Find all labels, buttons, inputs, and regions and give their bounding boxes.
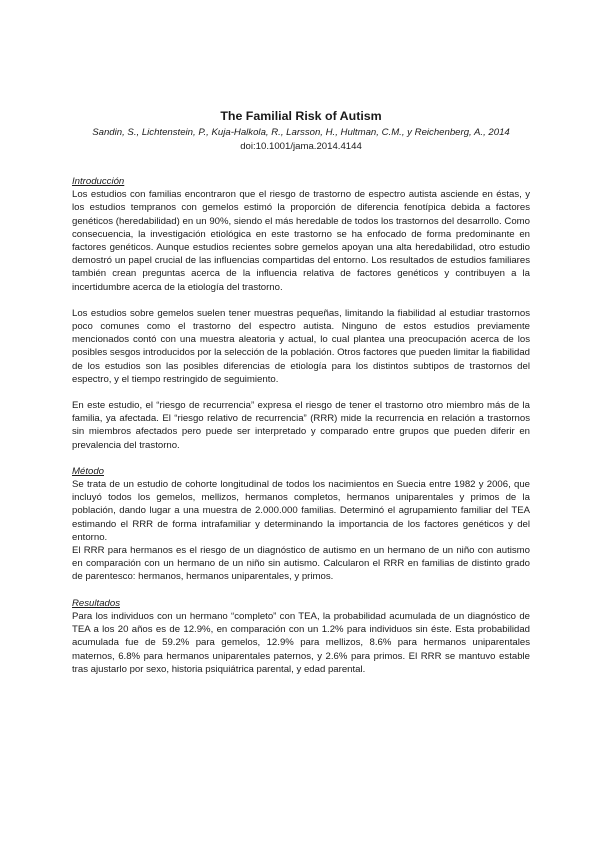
section-heading-introduccion: Introducción — [72, 176, 125, 187]
results-paragraph-1: Para los individuos con un hermano “completo” con TEA, la probabilidad acumulada de un diagnóstico de TEA a los 20 años es de 12.9%, en comparación con un 1.2% para individuos sin éste. Esta probabilidad acumulada fue de 59.2% para gemelos, 12.9% para mellizos, 8.6% para hermanos uniparentales maternos, 6.8% para hermanos uniparentales paternos, y 2.6% para primos. El RRR se mantuvo estable tras ajustarlo por sexo, historia psiquiátrica parental, y edad parental. — [72, 610, 530, 675]
section-introduccion — [72, 175, 530, 452]
section-resultados — [72, 597, 530, 676]
section-heading-resultados: Resultados — [72, 597, 120, 609]
method-paragraph-1: Se trata de un estudio de cohorte longitudinal de todos los nacimientos en Suecia entre 1982 y 2006, que incluyó todos los gemelos, mellizos, hermanos completos, hermanos uniparentales y primos de la población, dando lugar a una muestra de 2.000.000 familias. Determinó el agrupamiento familiar del TEA estimando el RRR de forma intrafamiliar y determinando la importancia de los factores genéticos y del entorno. — [72, 479, 530, 543]
paper-title: The Familial Risk of Autism — [220, 109, 382, 123]
section-heading-metodo: Método — [72, 465, 104, 477]
intro-paragraph-2: Los estudios sobre gemelos suelen tener muestras pequeñas, limitando la fiabilidad al estudiar trastornos poco comunes como el trastorno del espectro autista. Ninguno de estos estudios previamente mencionados contó con una muestra aleatoria y actual, lo cual plantea una preocupación acerca de los posibles sesgos introducidos por la selección de la población. Otros factores que pueden limitar la fiabilidad de los estudios son las posibles diferencias de etiología para los distintos subtipos de trastornos del espectro, y el tiempo restringido de seguimiento. — [72, 307, 530, 385]
method-paragraph-2: El RRR para hermanos es el riesgo de un diagnóstico de autismo en un hermano de un niño con autismo en comparación con un hermano de un niño sin autismo. Calcularon el RRR en familias de distinto grado de parentesco: hermanos, hermanos uniparentales, y primos. — [72, 545, 530, 583]
section-metodo — [72, 465, 530, 584]
paper-authors: Sandin, S., Lichtenstein, P., Kuja-Halkola, R., Larsson, H., Hultman, C.M., y Reichenberg, A., 2014 — [92, 127, 510, 138]
paper-doi: doi:10.1001/jama.2014.4144 — [240, 141, 362, 152]
document-page — [72, 108, 530, 676]
intro-paragraph-1: Los estudios con familias encontraron que el riesgo de trastorno de espectro autista asciende en éstas, y los estudios tempranos con gemelos estimó la proporción de diferencia fenotípica debida a factores genéticos (heredabilidad) en un 90%, siendo el más heredable de todos los trastornos del desarrollo. Como consecuencia, la investigación etiológica en este trastorno se ha enfocado de forma predominante en factores genéticos. Aunque estudios recientes sobre gemelos apoyan una alta heredabilidad, otro estudio demostró un papel crucial de las influencias compartidas del entorno. Los resultados de estudios familiares también crean preguntas acerca de la influencia relativa de factores genéticos y contribuyen a la incertidumbre acerca de la etiología del trastorno. — [72, 189, 530, 293]
intro-paragraph-3: En este estudio, el “riesgo de recurrencia” expresa el riesgo de tener el trastorno otro miembro más de la familia, ya afectada. El “riesgo relativo de recurrencia” (RRR) mide la recurrencia en relación a trastornos sin miembros afectados pero puede ser interpretado y comparado entre grupos que pueden diferir en prevalencia del trastorno. — [72, 400, 530, 451]
